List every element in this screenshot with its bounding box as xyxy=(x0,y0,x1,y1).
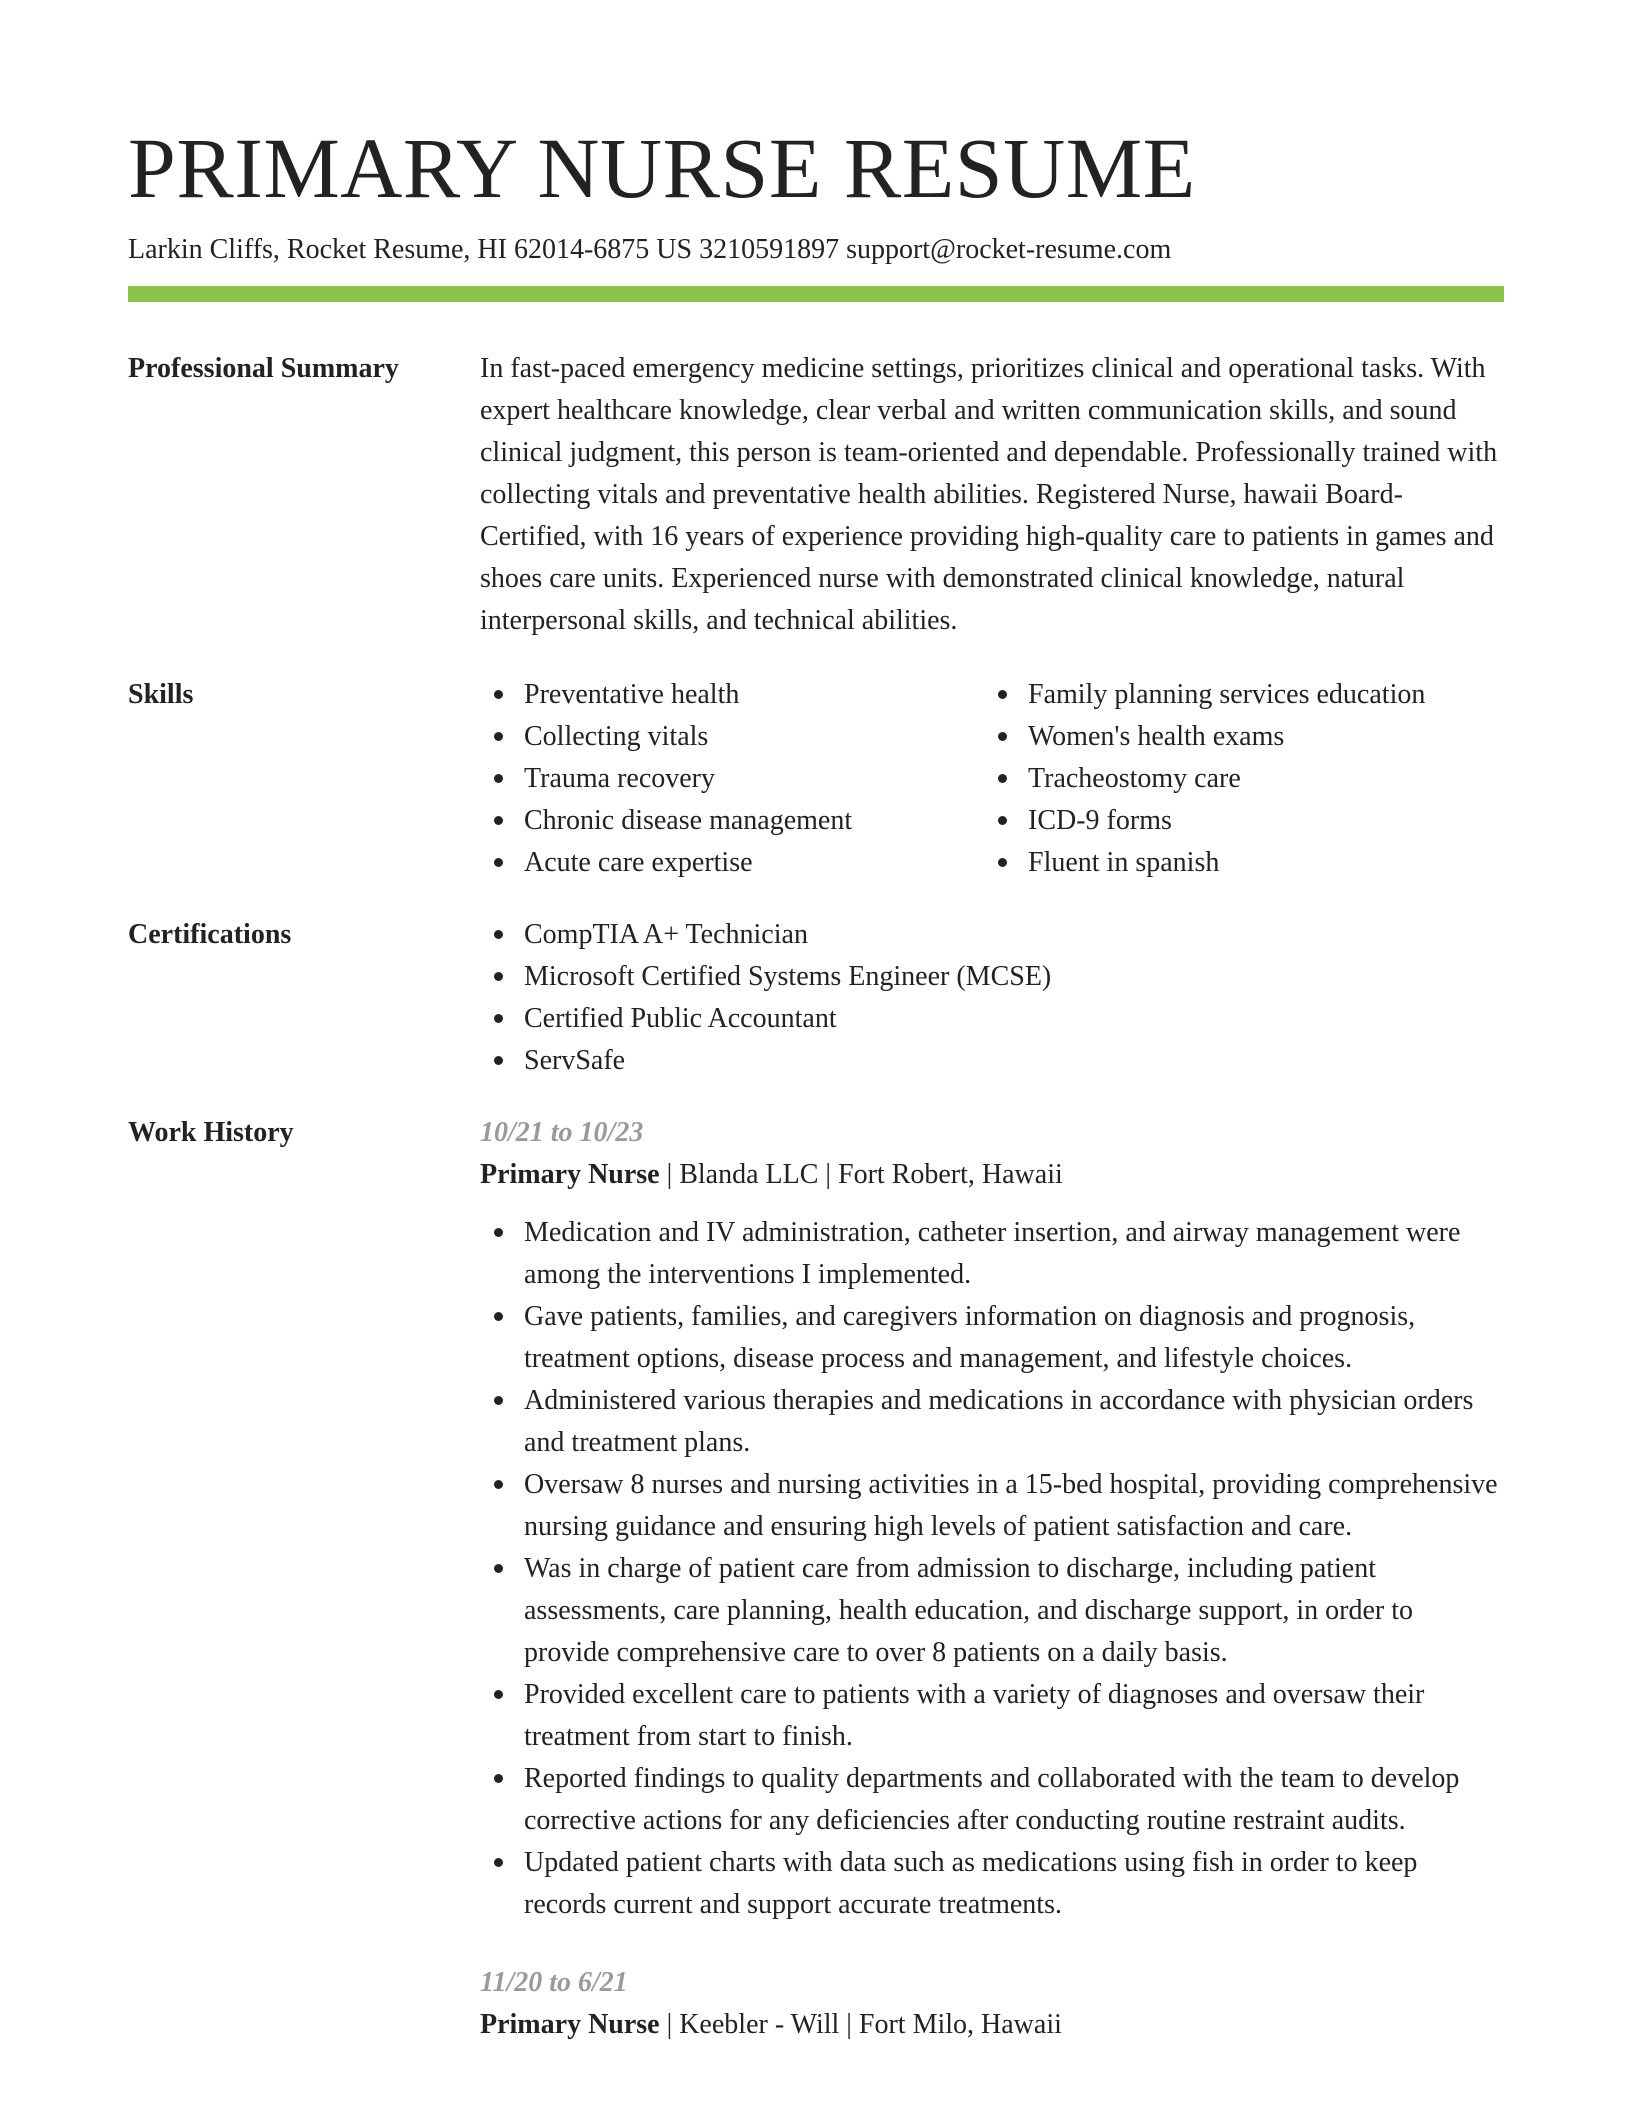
certifications-label: Certifications xyxy=(128,919,292,950)
list-item xyxy=(480,758,984,800)
skills-list-left xyxy=(480,674,984,884)
list-item xyxy=(480,842,984,884)
resume-title: PRIMARY NURSE RESUME xyxy=(128,120,1196,216)
work-history-body xyxy=(480,1112,1504,2046)
work-history-label: Work History xyxy=(128,1117,294,1148)
summary-text: In fast-paced emergency medicine settings, prioritizes clinical and operational tasks. With expert healthcare knowledge, clear verbal and written communication skills, and sound clinical judgment, this person is team-oriented and dependable. Professionally trained with collecting vitals and preventative health abilities. Registered Nurse, hawaii Board-Certified, with 16 years of experience providing high-quality care to patients in games and shoes care units. Experienced nurse with demonstrated clinical knowledge, natural interpersonal skills, and technical abilities. xyxy=(480,353,1498,636)
certifications-list xyxy=(480,914,1504,1082)
skills-body xyxy=(480,674,1504,884)
skills-list-right xyxy=(984,674,1488,884)
bullet-icon xyxy=(494,1564,503,1573)
list-item-text: Oversaw 8 nurses and nursing activities in a 15-bed hospital, providing comprehensive nursing guidance and ensuring high levels of patient satisfaction and care. xyxy=(524,1469,1498,1542)
list-item xyxy=(480,914,1504,956)
list-item-text: Microsoft Certified Systems Engineer (MCSE) xyxy=(524,961,1052,992)
bullet-icon xyxy=(494,690,503,699)
job-heading xyxy=(480,1154,1504,1196)
list-item-text: Acute care expertise xyxy=(524,847,753,878)
bullet-icon xyxy=(494,858,503,867)
list-item xyxy=(480,800,984,842)
bullet-icon xyxy=(998,858,1007,867)
certifications-body xyxy=(480,914,1504,1082)
job-entry xyxy=(480,1112,1504,1926)
list-item-text: Fluent in spanish xyxy=(1028,847,1220,878)
list-item-text: Gave patients, families, and caregivers information on diagnosis and prognosis, treatment options, disease process and management, and lifestyle choices. xyxy=(524,1301,1416,1374)
skills-label: Skills xyxy=(128,679,194,710)
list-item-text: Certified Public Accountant xyxy=(524,1003,837,1034)
bullet-icon xyxy=(494,774,503,783)
list-item xyxy=(984,674,1488,716)
list-item xyxy=(480,1842,1504,1926)
job-title: Primary Nurse xyxy=(480,1159,660,1190)
bullet-icon xyxy=(494,732,503,741)
list-item xyxy=(480,1548,1504,1674)
list-item xyxy=(480,1212,1504,1296)
list-item-text: Collecting vitals xyxy=(524,721,709,752)
list-item-text: Trauma recovery xyxy=(524,763,716,794)
bullet-icon xyxy=(494,816,503,825)
list-item-text: Family planning services education xyxy=(1028,679,1426,710)
list-item-text: Tracheostomy care xyxy=(1028,763,1241,794)
list-item xyxy=(984,758,1488,800)
list-item-text: Preventative health xyxy=(524,679,740,710)
bullet-icon xyxy=(998,816,1007,825)
list-item-text: Updated patient charts with data such as medications using fish in order to keep records current and support accurate treatments. xyxy=(524,1847,1418,1920)
list-item-text: ICD-9 forms xyxy=(1028,805,1172,836)
list-item-text: Chronic disease management xyxy=(524,805,853,836)
list-item xyxy=(480,1380,1504,1464)
summary-body xyxy=(480,348,1504,642)
bullet-icon xyxy=(494,930,503,939)
list-item-text: Women's health exams xyxy=(1028,721,1285,752)
job-heading xyxy=(480,2004,1504,2046)
job-title: Primary Nurse xyxy=(480,2009,660,2040)
bullet-icon xyxy=(494,1480,503,1489)
bullet-icon xyxy=(998,732,1007,741)
list-item xyxy=(480,1296,1504,1380)
job-dates: 10/21 to 10/23 xyxy=(480,1117,644,1148)
list-item xyxy=(984,716,1488,758)
job-bullets xyxy=(480,1212,1504,1926)
bullet-icon xyxy=(494,1056,503,1065)
bullet-icon xyxy=(494,972,503,981)
contact-line: Larkin Cliffs, Rocket Resume, HI 62014-6875 US 3210591897 support@rocket-resume.com xyxy=(128,234,1172,265)
list-item xyxy=(984,800,1488,842)
summary-label: Professional Summary xyxy=(128,353,399,384)
job-entry xyxy=(480,1962,1504,2046)
bullet-icon xyxy=(494,1774,503,1783)
list-item xyxy=(480,716,984,758)
bullet-icon xyxy=(494,1312,503,1321)
list-item xyxy=(480,998,1504,1040)
bullet-icon xyxy=(998,690,1007,699)
list-item xyxy=(480,956,1504,998)
list-item xyxy=(480,1674,1504,1758)
bullet-icon xyxy=(494,1690,503,1699)
list-item xyxy=(480,1758,1504,1842)
bullet-icon xyxy=(998,774,1007,783)
list-item-text: Provided excellent care to patients with a variety of diagnoses and oversaw their treatment from start to finish. xyxy=(524,1679,1425,1752)
list-item xyxy=(984,842,1488,884)
job-details: | Keebler - Will | Fort Milo, Hawaii xyxy=(659,2009,1062,2040)
list-item-text: ServSafe xyxy=(524,1045,626,1076)
bullet-icon xyxy=(494,1014,503,1023)
job-details: | Blanda LLC | Fort Robert, Hawaii xyxy=(659,1159,1063,1190)
list-item-text: Administered various therapies and medications in accordance with physician orders and treatment plans. xyxy=(524,1385,1474,1458)
job-dates: 11/20 to 6/21 xyxy=(480,1967,628,1998)
list-item-text: Was in charge of patient care from admission to discharge, including patient assessments, care planning, health education, and discharge support, in order to provide comprehensive care to over 8 patients on a daily basis. xyxy=(524,1553,1414,1668)
bullet-icon xyxy=(494,1858,503,1867)
accent-divider xyxy=(128,286,1504,302)
list-item xyxy=(480,1040,1504,1082)
list-item-text: Reported findings to quality departments and collaborated with the team to develop corrective actions for any deficiencies after conducting routine restraint audits. xyxy=(524,1763,1460,1836)
bullet-icon xyxy=(494,1396,503,1405)
list-item xyxy=(480,1464,1504,1548)
list-item-text: CompTIA A+ Technician xyxy=(524,919,808,950)
list-item-text: Medication and IV administration, catheter insertion, and airway management were among the interventions I implemented. xyxy=(524,1217,1461,1290)
list-item xyxy=(480,674,984,716)
bullet-icon xyxy=(494,1228,503,1237)
